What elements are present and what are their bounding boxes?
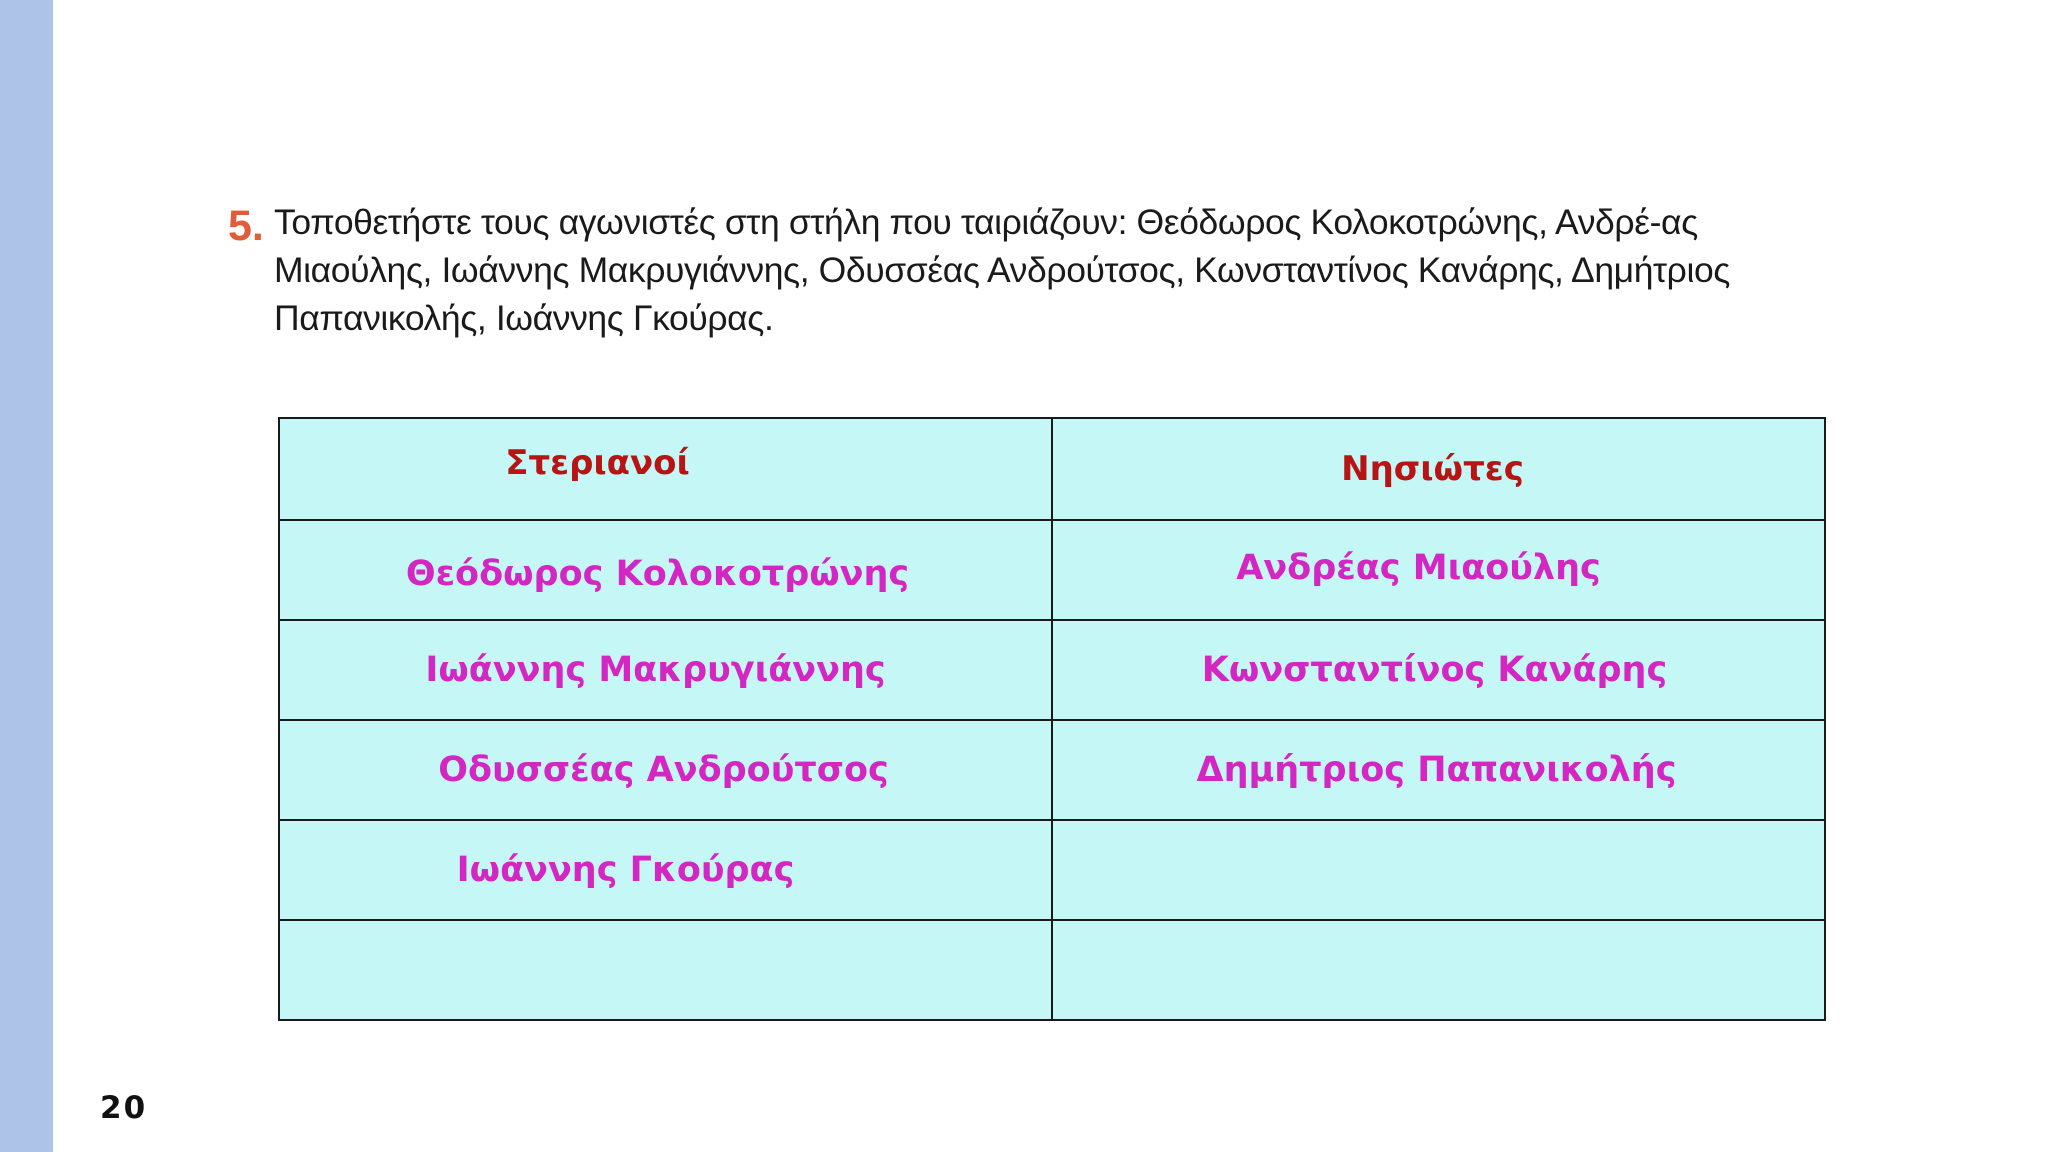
cell-text: Θεόδωρος Κολοκοτρώνης [405,554,910,594]
table-cell [1052,720,1825,820]
answer-table [278,417,1826,1021]
cell-text: Οδυσσέας Ανδρούτσος [438,750,889,790]
table-cell [279,720,1052,820]
table-cell [1052,920,1825,1020]
column-header-steriano [279,418,1052,520]
table-row [279,720,1825,820]
left-margin-band [0,0,53,1152]
cell-text: Δημήτριος Παπανικολής [1196,750,1677,790]
cell-text: Κωνσταντίνος Κανάρης [1201,650,1668,690]
exercise-number: 5. [228,202,264,250]
table-row [279,520,1825,620]
table-row [279,620,1825,720]
table-cell [1052,620,1825,720]
table-header-row [279,418,1825,520]
column-header-label: Στεριανοί [505,443,690,483]
table-cell [1052,520,1825,620]
cell-text: Ανδρέας Μιαούλης [1236,548,1601,588]
table-cell [1052,820,1825,920]
table-cell [279,620,1052,720]
table-cell [279,920,1052,1020]
column-header-label: Νησιώτες [1341,449,1524,489]
table-row [279,920,1825,1020]
cell-text: Ιωάννης Μακρυγιάννης [425,650,886,690]
cell-text: Ιωάννης Γκούρας [456,850,795,890]
exercise-instruction: Τοποθετήστε τους αγωνιστές στη στήλη που ταιριάζουν: Θεόδωρος Κολοκοτρώνης, Ανδρέ-ας Μιαούλης, Ιωάννης Μακρυγιάννης, Οδυσσέας Ανδρούτσος, Κωνσταντίνος Κανάρης, Δημήτριος Παπανικολής, Ιωάννης Γκούρας. [274,202,1731,338]
table-cell [279,520,1052,620]
column-header-nisiotes [1052,418,1825,520]
table-cell [279,820,1052,920]
page-number: 20 [100,1090,148,1126]
table-row [279,820,1825,920]
